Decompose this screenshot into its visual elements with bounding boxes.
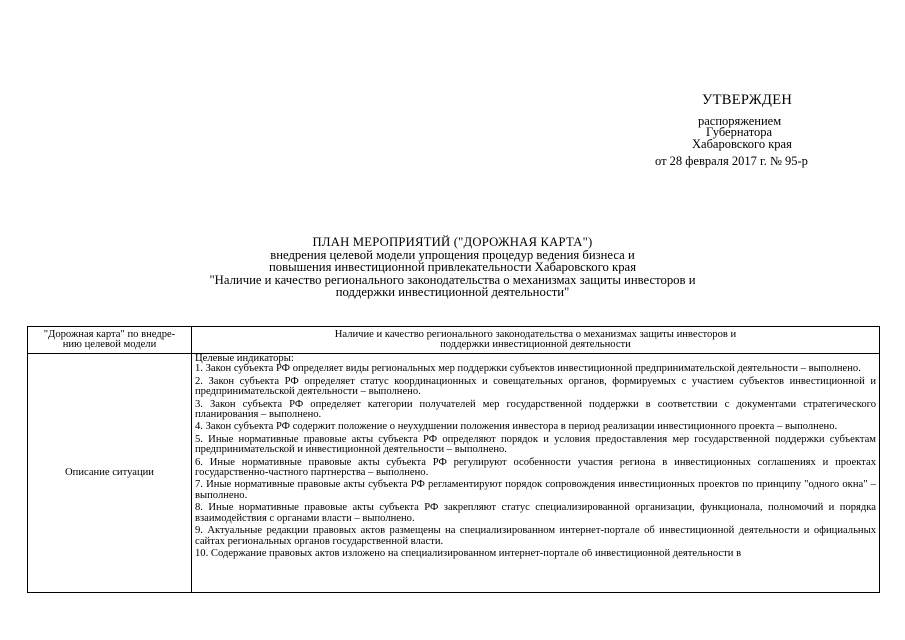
approval-line-region: Хабаровского края bbox=[692, 137, 792, 151]
header-roadmap-line-2: нию целевой модели bbox=[62, 339, 157, 350]
title-subtitle-line-3: "Наличие и качество регионального законодательства о механизмах защиты инвесторов и bbox=[209, 272, 696, 287]
title-main: ПЛАН МЕРОПРИЯТИЙ ("ДОРОЖНАЯ КАРТА") bbox=[312, 235, 593, 249]
approval-line-governor: Губернатора bbox=[706, 125, 773, 139]
approval-heading: УТВЕРЖДЕН bbox=[702, 92, 793, 108]
header-topic-line-1: Наличие и качество регионального законодательства о механизмах защиты инвесторов и bbox=[334, 328, 737, 340]
header-topic-line-2: поддержки инвестиционной деятельности bbox=[440, 339, 631, 350]
indicators-cell bbox=[192, 354, 880, 593]
title-subtitle-line-4: поддержки инвестиционной деятельности" bbox=[335, 285, 570, 300]
header-topic-cell bbox=[192, 327, 880, 354]
table-header-row bbox=[28, 327, 880, 354]
indicator-item: 3. Закон субъекта РФ определяет категории получателей мер государственной поддержки в соответствии с документами стратегического планирования – выполнено. bbox=[195, 398, 876, 421]
indicator-item: 6. Иные нормативные правовые акты субъекта РФ регулируют особенности участия региона в инвестиционных соглашениях и проектах государственно-частного партнерства – выполнено. bbox=[195, 456, 876, 479]
indicator-item: 1. Закон субъекта РФ определяет виды региональных мер поддержки субъектов инвестиционной предпринимательской деятельности – выполнено. bbox=[195, 363, 861, 375]
indicator-item: 2. Закон субъекта РФ определяет статус координационных и совещательных органов, формируемых с участием субъектов инвестиционной и предпринимательской деятельности – выполнено. bbox=[195, 375, 876, 398]
row-label-situation: Описание ситуации bbox=[28, 354, 192, 593]
header-roadmap-line-1: "Дорожная карта" по внедре- bbox=[43, 328, 176, 340]
indicator-item: 4. Закон субъекта РФ содержит положение о неухудшении положения инвестора в период реализации инвестиционного проекта – выполнено. bbox=[195, 421, 838, 433]
title-subtitle-line-1: внедрения целевой модели упрощения процедур ведения бизнеса и bbox=[270, 247, 635, 262]
title-subtitle-line-2: повышения инвестиционной привлекательности Хабаровского края bbox=[268, 260, 637, 275]
indicator-item: 5. Иные нормативные правовые акты субъекта РФ определяют порядок и условия предоставления мер государственной поддержки субъектам предпринимательской и инвестиционной деятельности – выполнено. bbox=[195, 433, 876, 456]
table-row bbox=[28, 354, 880, 593]
indicator-item: 8. Иные нормативные правовые акты субъекта РФ закрепляют статус специализированной организации, функционала, полномочий и порядка взаимодействия с органами власти – выполнено. bbox=[195, 502, 876, 524]
roadmap-table bbox=[27, 326, 880, 593]
indicator-item: 10. Содержание правовых актов изложено на специализированном интернет-портале об инвестиционной деятельности в bbox=[195, 548, 742, 559]
indicator-item: 9. Актуальные редакции правовых актов размещены на специализированном интернет-портале об инвестиционной деятельности и официальных сайтах региональных органов государственной власти. bbox=[195, 525, 876, 547]
approval-line-date: от 28 февраля 2017 г. № 95-р bbox=[655, 154, 808, 168]
approval-line-order: распоряжением bbox=[698, 114, 782, 128]
indicators-title: Целевые индикаторы: bbox=[195, 354, 294, 364]
indicators-content bbox=[195, 354, 876, 592]
document-title bbox=[0, 236, 905, 299]
indicator-item: 7. Иные нормативные правовые акты субъекта РФ регламентируют порядок сопровождения инвестиционных проектов по принципу "одного окна" – выполнено. bbox=[195, 479, 876, 501]
header-roadmap-cell bbox=[28, 327, 192, 354]
